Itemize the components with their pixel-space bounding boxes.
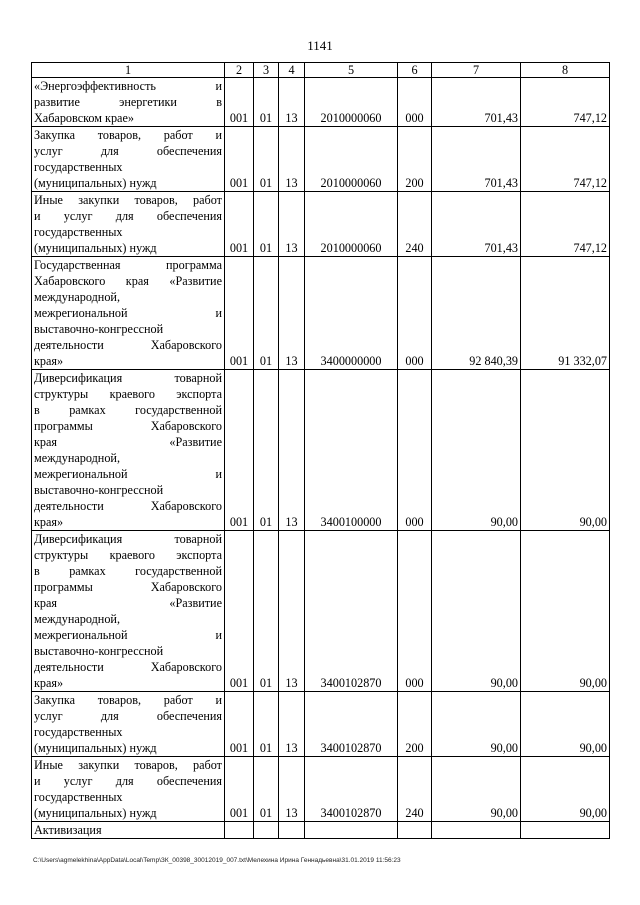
description-line: Закупка товаров, работ и <box>34 128 222 142</box>
description-line: и услуг для обеспечения <box>34 209 222 223</box>
description-line: края» <box>34 676 64 690</box>
description-line: края «Развитие <box>34 596 222 610</box>
row-description <box>32 822 225 839</box>
cell-amount-year2: 90,00 <box>521 370 610 531</box>
cell-amount-year1: 90,00 <box>432 370 521 531</box>
cell-subsection: 13 <box>279 192 305 257</box>
description-line: государственных <box>34 790 123 804</box>
description-line: выставочно-конгрессной <box>34 644 164 658</box>
cell-amount-year1: 90,00 <box>432 531 521 692</box>
description-line: края «Развитие <box>34 435 222 449</box>
cell-amount-year2: 747,12 <box>521 78 610 127</box>
description-line: программы Хабаровского <box>34 580 222 594</box>
description-line: услуг для обеспечения <box>34 144 222 158</box>
description-line: края» <box>34 515 64 529</box>
description-line: Иные закупки товаров, работ <box>34 758 222 772</box>
description-line: межрегиональной и <box>34 467 222 481</box>
cell-expense-type: 240 <box>398 757 432 822</box>
description-line: деятельности Хабаровского <box>34 338 222 352</box>
file-path-footer: C:\Users\agmelekhina\AppData\Local\Temp\ЗК_00398_30012019_007.txt\Мелехина Ирина Геннадьевна\31.01.2019 11:56:23 <box>33 857 401 864</box>
cell-code-admin: 001 <box>225 257 254 370</box>
cell-expense-type: 240 <box>398 192 432 257</box>
description-line: (муниципальных) нужд <box>34 806 157 820</box>
cell-code-admin: 001 <box>225 192 254 257</box>
description-line: Иные закупки товаров, работ <box>34 193 222 207</box>
column-header: 3 <box>254 63 279 78</box>
cell-expense-type: 000 <box>398 78 432 127</box>
description-line: международной, <box>34 290 120 304</box>
description-line: (муниципальных) нужд <box>34 241 157 255</box>
cell-section: 01 <box>254 78 279 127</box>
cell-target-article: 3400102870 <box>305 531 398 692</box>
row-description <box>32 127 225 192</box>
cell-amount-year1: 701,43 <box>432 192 521 257</box>
row-description <box>32 192 225 257</box>
table-row <box>32 192 610 257</box>
cell-subsection: 13 <box>279 257 305 370</box>
cell-section: 01 <box>254 192 279 257</box>
cell-amount-year1: 90,00 <box>432 692 521 757</box>
table-row <box>32 822 610 839</box>
row-description <box>32 692 225 757</box>
description-line: международной, <box>34 451 120 465</box>
description-line: структуры краевого экспорта <box>34 387 222 401</box>
description-line: структуры краевого экспорта <box>34 548 222 562</box>
row-description <box>32 757 225 822</box>
row-description <box>32 257 225 370</box>
cell-code-admin: 001 <box>225 78 254 127</box>
description-line: межрегиональной и <box>34 628 222 642</box>
cell-expense-type: 200 <box>398 127 432 192</box>
cell-amount-year1 <box>432 822 521 839</box>
cell-code-admin <box>225 822 254 839</box>
budget-table <box>31 62 610 839</box>
description-line: деятельности Хабаровского <box>34 660 222 674</box>
table-row <box>32 257 610 370</box>
row-description <box>32 531 225 692</box>
table-row <box>32 757 610 822</box>
cell-section: 01 <box>254 127 279 192</box>
table-row <box>32 531 610 692</box>
column-header: 4 <box>279 63 305 78</box>
description-line: деятельности Хабаровского <box>34 499 222 513</box>
cell-amount-year2: 747,12 <box>521 127 610 192</box>
description-line: межрегиональной и <box>34 306 222 320</box>
description-line: государственных <box>34 725 123 739</box>
cell-amount-year1: 90,00 <box>432 757 521 822</box>
description-line: международной, <box>34 612 120 626</box>
description-line: (муниципальных) нужд <box>34 176 157 190</box>
column-header: 7 <box>432 63 521 78</box>
cell-subsection: 13 <box>279 757 305 822</box>
description-line: Хабаровского края «Развитие <box>34 274 222 288</box>
cell-amount-year2: 90,00 <box>521 757 610 822</box>
table-row <box>32 78 610 127</box>
cell-section: 01 <box>254 692 279 757</box>
cell-expense-type: 000 <box>398 531 432 692</box>
description-line: (муниципальных) нужд <box>34 741 157 755</box>
cell-expense-type <box>398 822 432 839</box>
description-line: государственных <box>34 225 123 239</box>
description-line: в рамках государственной <box>34 403 222 417</box>
row-description <box>32 78 225 127</box>
cell-section: 01 <box>254 370 279 531</box>
page-number: 1141 <box>307 38 333 53</box>
description-line: Диверсификация товарной <box>34 532 222 546</box>
cell-subsection: 13 <box>279 531 305 692</box>
description-line: в рамках государственной <box>34 564 222 578</box>
cell-subsection: 13 <box>279 692 305 757</box>
cell-section <box>254 822 279 839</box>
description-line: и услуг для обеспечения <box>34 774 222 788</box>
cell-amount-year1: 92 840,39 <box>432 257 521 370</box>
cell-code-admin: 001 <box>225 127 254 192</box>
cell-code-admin: 001 <box>225 692 254 757</box>
cell-subsection <box>279 822 305 839</box>
column-header: 5 <box>305 63 398 78</box>
cell-target-article: 3400102870 <box>305 692 398 757</box>
table-row <box>32 127 610 192</box>
description-line: Диверсификация товарной <box>34 371 222 385</box>
cell-amount-year2: 90,00 <box>521 531 610 692</box>
cell-expense-type: 200 <box>398 692 432 757</box>
description-line: программы Хабаровского <box>34 419 222 433</box>
cell-amount-year1: 701,43 <box>432 78 521 127</box>
cell-amount-year2: 747,12 <box>521 192 610 257</box>
cell-section: 01 <box>254 531 279 692</box>
cell-amount-year2: 91 332,07 <box>521 257 610 370</box>
cell-amount-year1: 701,43 <box>432 127 521 192</box>
cell-section: 01 <box>254 257 279 370</box>
cell-target-article: 3400000000 <box>305 257 398 370</box>
column-header: 6 <box>398 63 432 78</box>
description-line: Закупка товаров, работ и <box>34 693 222 707</box>
description-line: выставочно-конгрессной <box>34 483 164 497</box>
cell-target-article: 3400100000 <box>305 370 398 531</box>
cell-target-article: 2010000060 <box>305 192 398 257</box>
table-row <box>32 370 610 531</box>
cell-target-article: 2010000060 <box>305 127 398 192</box>
cell-target-article: 2010000060 <box>305 78 398 127</box>
description-line: Государственная программа <box>34 258 222 272</box>
cell-section: 01 <box>254 757 279 822</box>
cell-code-admin: 001 <box>225 531 254 692</box>
description-line: Хабаровском крае» <box>34 111 134 125</box>
header-row <box>32 63 610 78</box>
description-line: государственных <box>34 160 123 174</box>
cell-amount-year2: 90,00 <box>521 692 610 757</box>
cell-target-article <box>305 822 398 839</box>
description-line: услуг для обеспечения <box>34 709 222 723</box>
description-line: выставочно-конгрессной <box>34 322 164 336</box>
row-description <box>32 370 225 531</box>
cell-code-admin: 001 <box>225 757 254 822</box>
cell-target-article: 3400102870 <box>305 757 398 822</box>
description-line: края» <box>34 354 64 368</box>
cell-subsection: 13 <box>279 127 305 192</box>
table-row <box>32 692 610 757</box>
column-header: 1 <box>32 63 225 78</box>
cell-subsection: 13 <box>279 78 305 127</box>
column-header: 8 <box>521 63 610 78</box>
cell-expense-type: 000 <box>398 370 432 531</box>
column-header: 2 <box>225 63 254 78</box>
cell-amount-year2 <box>521 822 610 839</box>
description-line: Активизация <box>34 823 102 837</box>
cell-expense-type: 000 <box>398 257 432 370</box>
cell-code-admin: 001 <box>225 370 254 531</box>
cell-subsection: 13 <box>279 370 305 531</box>
description-line: «Энергоэффективность и <box>34 79 222 93</box>
description-line: развитие энергетики в <box>34 95 222 109</box>
